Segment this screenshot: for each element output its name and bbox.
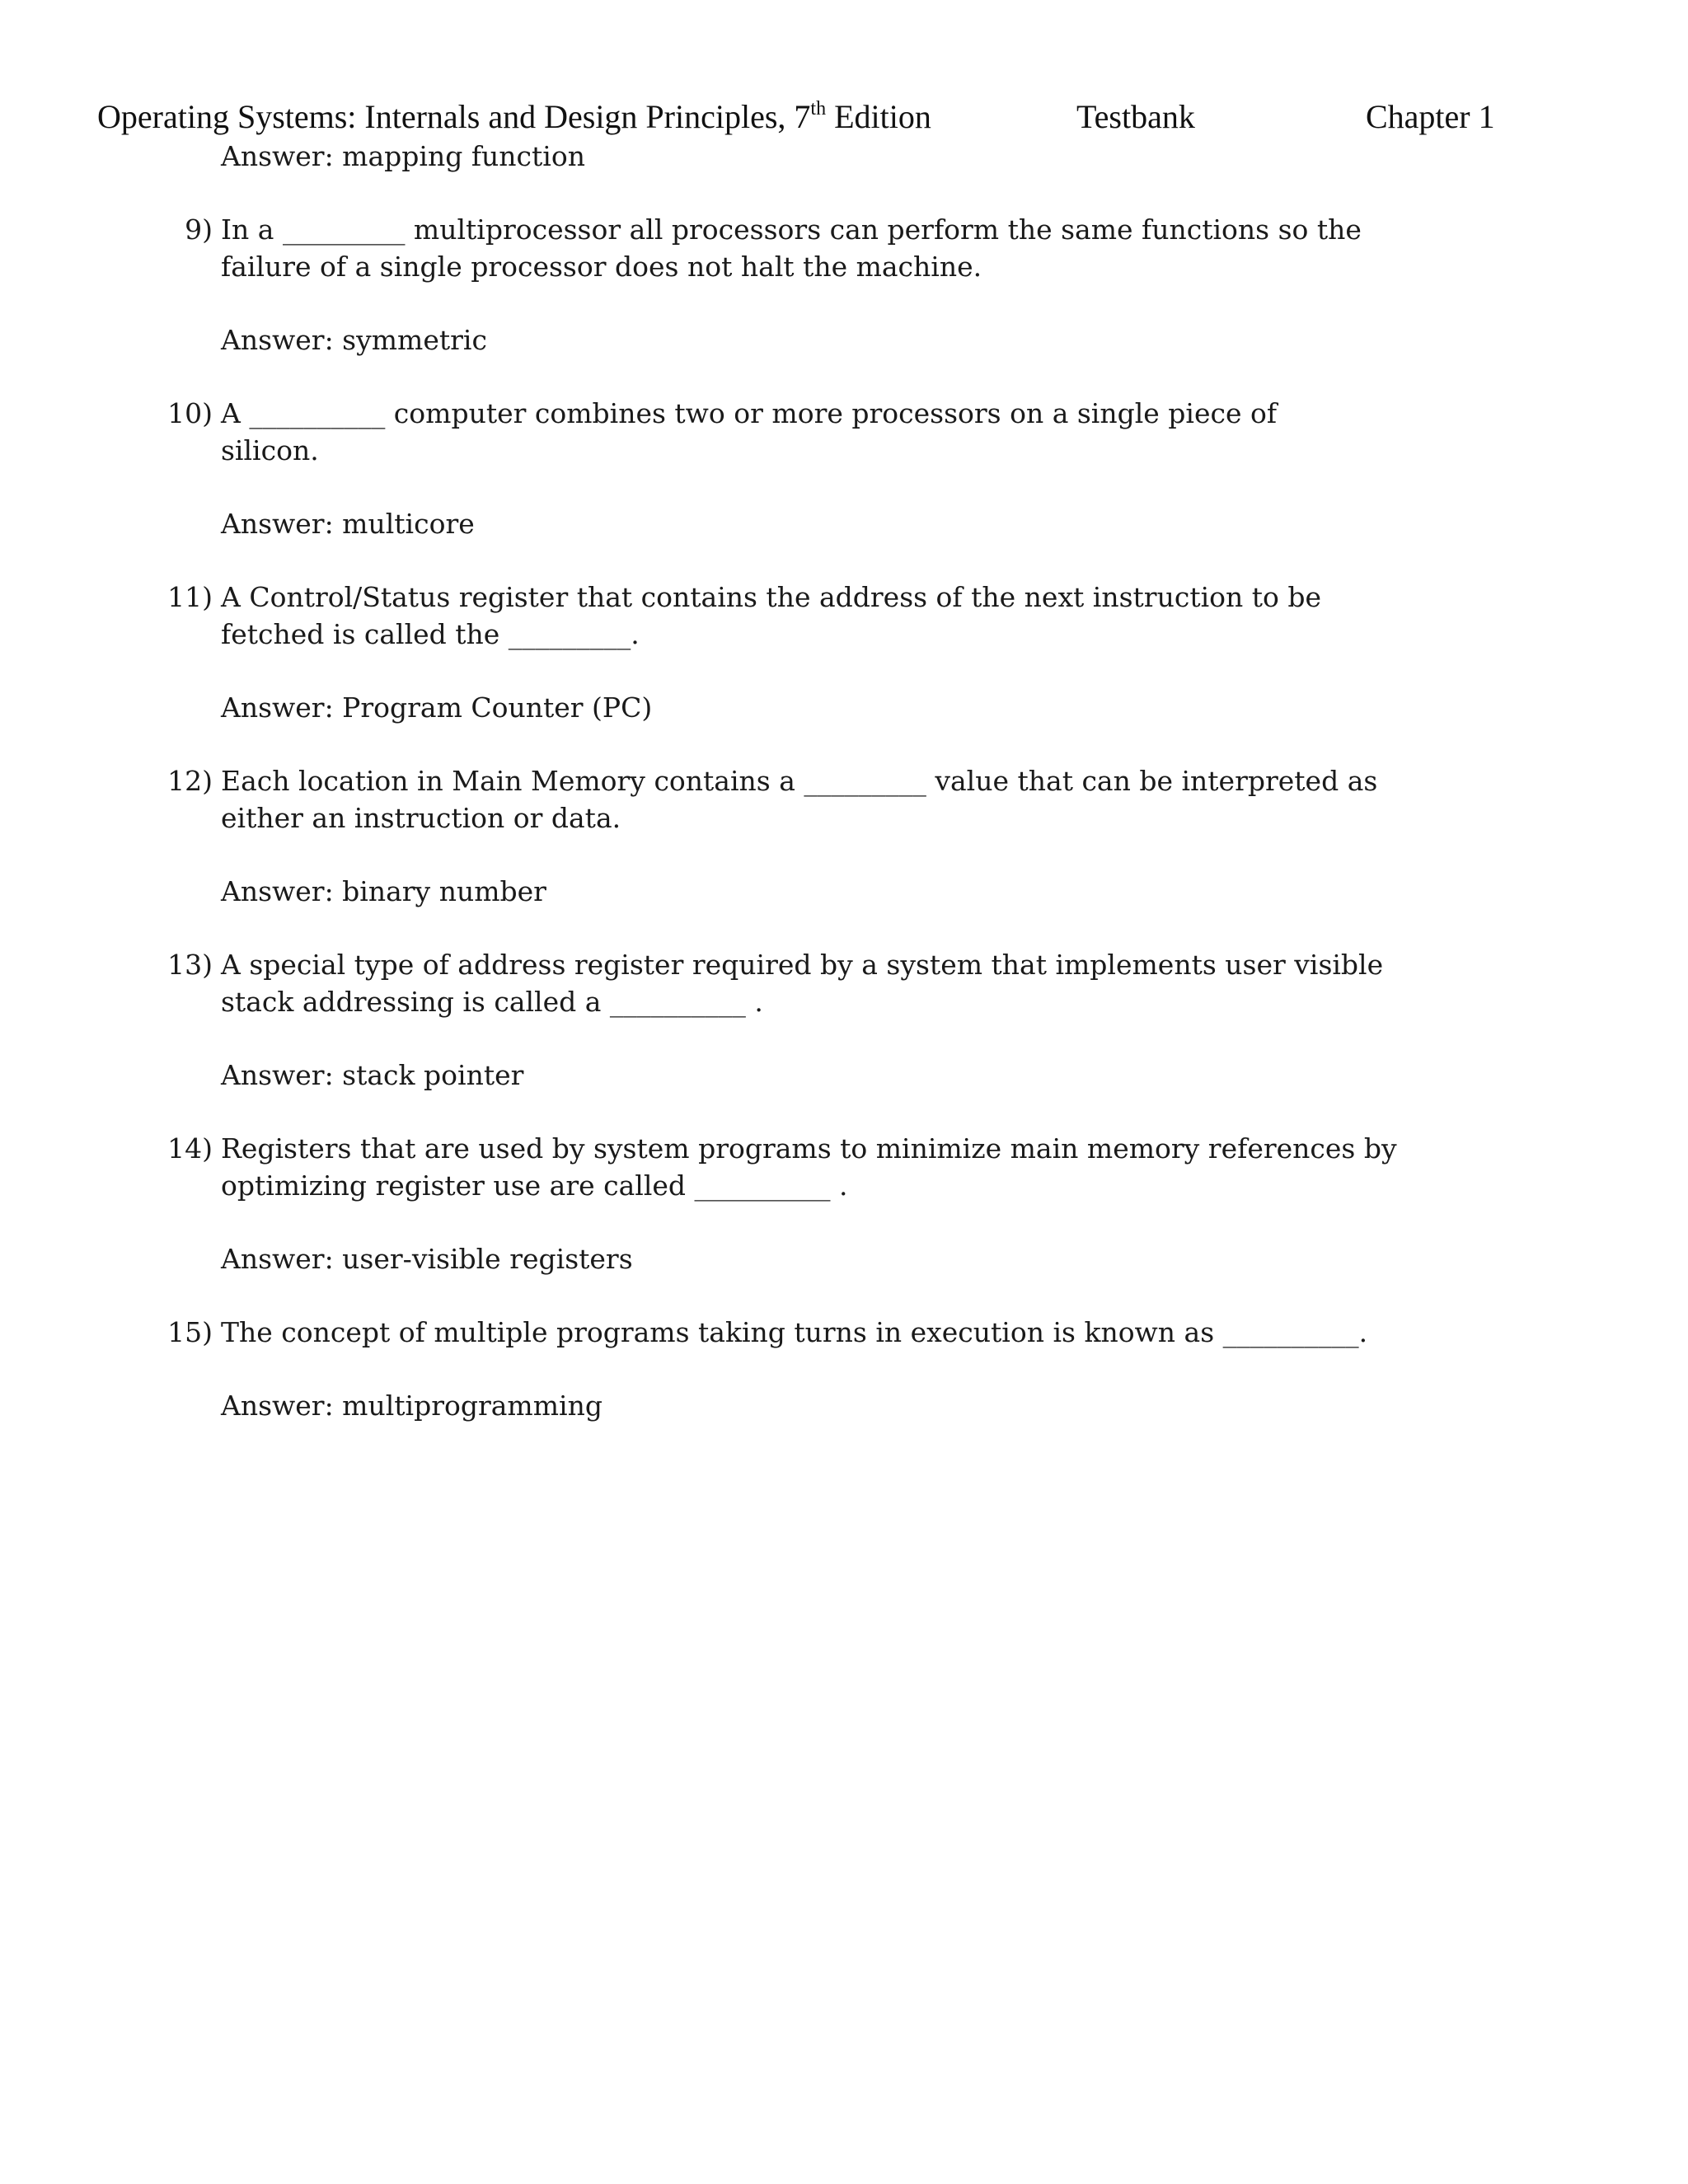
question-line: stack addressing is called a __________ . [221, 986, 763, 1018]
question-text [221, 762, 1377, 837]
answer-15: Answer: multiprogramming [221, 1390, 603, 1422]
question-line: A special type of address register required by a system that implements user visible [221, 949, 1384, 981]
testbank-label: Testbank [1076, 98, 1195, 135]
question-line: silicon. [221, 434, 319, 466]
answer-9: Answer: symmetric [221, 324, 487, 356]
question-line: Each location in Main Memory contains a _________ value that can be interpreted as [221, 765, 1378, 797]
question-number: 14) [167, 1132, 213, 1165]
question-line: In a _________ multiprocessor all processors can perform the same functions so the [221, 213, 1362, 246]
answer-13: Answer: stack pointer [221, 1059, 524, 1091]
edition-superscript: th [810, 97, 827, 120]
question-number: 10) [167, 397, 213, 429]
answer-14: Answer: user-visible registers [221, 1243, 633, 1275]
question-line: A __________ computer combines two or more processors on a single piece of [221, 397, 1278, 429]
answer-11: Answer: Program Counter (PC) [221, 691, 653, 724]
question-number: 9) [185, 213, 213, 246]
book-title [97, 92, 931, 142]
carryover-answer: Answer: mapping function [221, 140, 585, 172]
question-line: The concept of multiple programs taking turns in execution is known as __________. [221, 1316, 1368, 1348]
answer-12: Answer: binary number [221, 875, 546, 907]
book-title-main: Operating Systems: Internals and Design Principles, 7 [97, 98, 811, 135]
answer-10: Answer: multicore [221, 508, 475, 540]
page-header [0, 92, 1688, 142]
question-number: 15) [167, 1316, 213, 1348]
question-line: fetched is called the _________. [221, 618, 640, 650]
question-line: A Control/Status register that contains the address of the next instruction to be [221, 581, 1322, 613]
question-number: 12) [167, 765, 213, 797]
book-title-edition: Edition [826, 98, 931, 135]
question-line: Registers that are used by system programs to minimize main memory references by [221, 1132, 1397, 1165]
question-line: either an instruction or data. [221, 802, 621, 834]
question-text [221, 395, 1277, 469]
question-line: failure of a single processor does not halt the machine. [221, 251, 982, 283]
question-text [221, 579, 1321, 653]
question-number: 13) [167, 949, 213, 981]
question-text [221, 946, 1383, 1020]
question-text [221, 211, 1362, 285]
question-number: 11) [167, 581, 213, 613]
chapter-label: Chapter 1 [1366, 98, 1495, 135]
question-line: optimizing register use are called __________ . [221, 1169, 848, 1202]
question-text [221, 1314, 1367, 1351]
question-text [221, 1130, 1397, 1204]
